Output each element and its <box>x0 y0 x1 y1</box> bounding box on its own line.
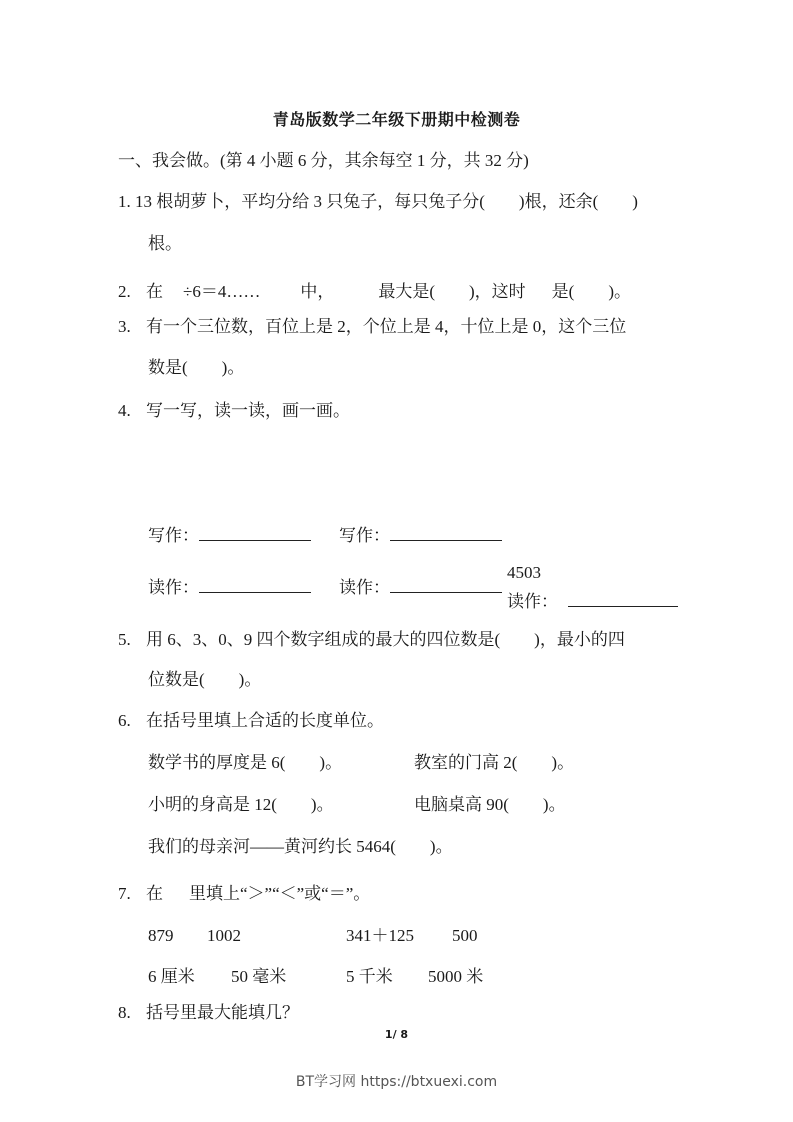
q7-pair-4-left: 5 千米 <box>346 967 393 986</box>
read-row-3 <box>507 590 678 613</box>
q7-pair-3-left: 6 厘米 <box>148 967 195 986</box>
question-2 <box>118 281 631 303</box>
write-blank-2[interactable] <box>390 524 502 541</box>
q7-text-b: 里填上“＞”“＜”或“＝”。 <box>189 884 371 903</box>
write-blank-1[interactable] <box>199 524 311 541</box>
q6-text: 在括号里填上合适的长度单位。 <box>146 711 384 730</box>
write-label: 写作： <box>148 526 199 545</box>
question-3-line2: 数是( )。 <box>148 358 245 377</box>
q7-pair-1-left: 879 <box>148 926 174 945</box>
q2-text-b: ÷6＝4…… <box>183 282 261 301</box>
q2-text-a: 在 <box>146 282 163 301</box>
write-label: 写作： <box>339 526 390 545</box>
question-number: 4. <box>118 401 131 420</box>
q6-item-4: 电脑桌高 90( )。 <box>414 795 566 814</box>
page-number: 1/ 8 <box>384 1028 409 1041</box>
q2-text-c: 中， <box>300 282 335 301</box>
read-label: 读作： <box>339 578 390 597</box>
page-title: 青岛版数学二年级下册期中检测卷 <box>272 110 521 129</box>
question-number: 8. <box>118 1003 131 1022</box>
q7-pair-2-right: 500 <box>452 926 478 945</box>
question-number: 7. <box>118 884 131 903</box>
read-label: 读作： <box>507 592 558 611</box>
question-3-line1 <box>118 316 626 338</box>
q3-text: 有一个三位数，百位上是 2，个位上是 4，十位上是 0，这个三位 <box>146 317 627 336</box>
number-4503: 4503 <box>507 563 541 582</box>
question-5-line1 <box>118 629 625 651</box>
q2-text-e: 是( )。 <box>551 282 631 301</box>
question-number: 5. <box>118 630 131 649</box>
q8-text: 括号里最大能填几？ <box>146 1003 299 1022</box>
q7-pair-2-left: 341＋125 <box>346 926 414 945</box>
footer-watermark: BT学习网 https://btxuexi.com <box>295 1074 498 1090</box>
question-number: 6. <box>118 711 131 730</box>
q7-pair-1-right: 1002 <box>207 926 241 945</box>
q7-text-a: 在 <box>146 884 163 903</box>
question-1-line2: 根。 <box>148 234 182 253</box>
read-row <box>148 576 502 599</box>
question-5-line2: 位数是( )。 <box>148 670 262 689</box>
q5-text: 用 6、3、0、9 四个数字组成的最大的四位数是( )，最小的四 <box>146 630 625 649</box>
question-7 <box>118 883 370 905</box>
q7-pair-4-right: 5000 米 <box>428 967 484 986</box>
question-6 <box>118 710 384 732</box>
question-1-line1: 1. 13 根胡萝卜，平均分给 3 只兔子，每只兔子分( )根，还余( ) <box>118 192 638 211</box>
q6-item-2: 教室的门高 2( )。 <box>414 753 575 772</box>
question-number: 2. <box>118 282 131 301</box>
read-blank-2[interactable] <box>390 576 502 593</box>
write-row <box>148 524 502 547</box>
q6-item-5: 我们的母亲河——黄河约长 5464( )。 <box>148 837 453 856</box>
q6-item-1: 数学书的厚度是 6( )。 <box>148 753 343 772</box>
question-number: 3. <box>118 317 131 336</box>
q4-text: 写一写，读一读，画一画。 <box>146 401 350 420</box>
read-label: 读作： <box>148 578 199 597</box>
question-8 <box>118 1002 299 1024</box>
section-heading: 一、我会做。(第 4 小题 6 分，其余每空 1 分，共 32 分) <box>118 151 529 170</box>
q7-pair-3-right: 50 毫米 <box>231 967 287 986</box>
read-blank-1[interactable] <box>199 576 311 593</box>
q2-text-d: 最大是( )，这时 <box>378 282 526 301</box>
question-4 <box>118 400 350 422</box>
read-blank-3[interactable] <box>568 590 678 607</box>
q6-item-3: 小明的身高是 12( )。 <box>148 795 334 814</box>
